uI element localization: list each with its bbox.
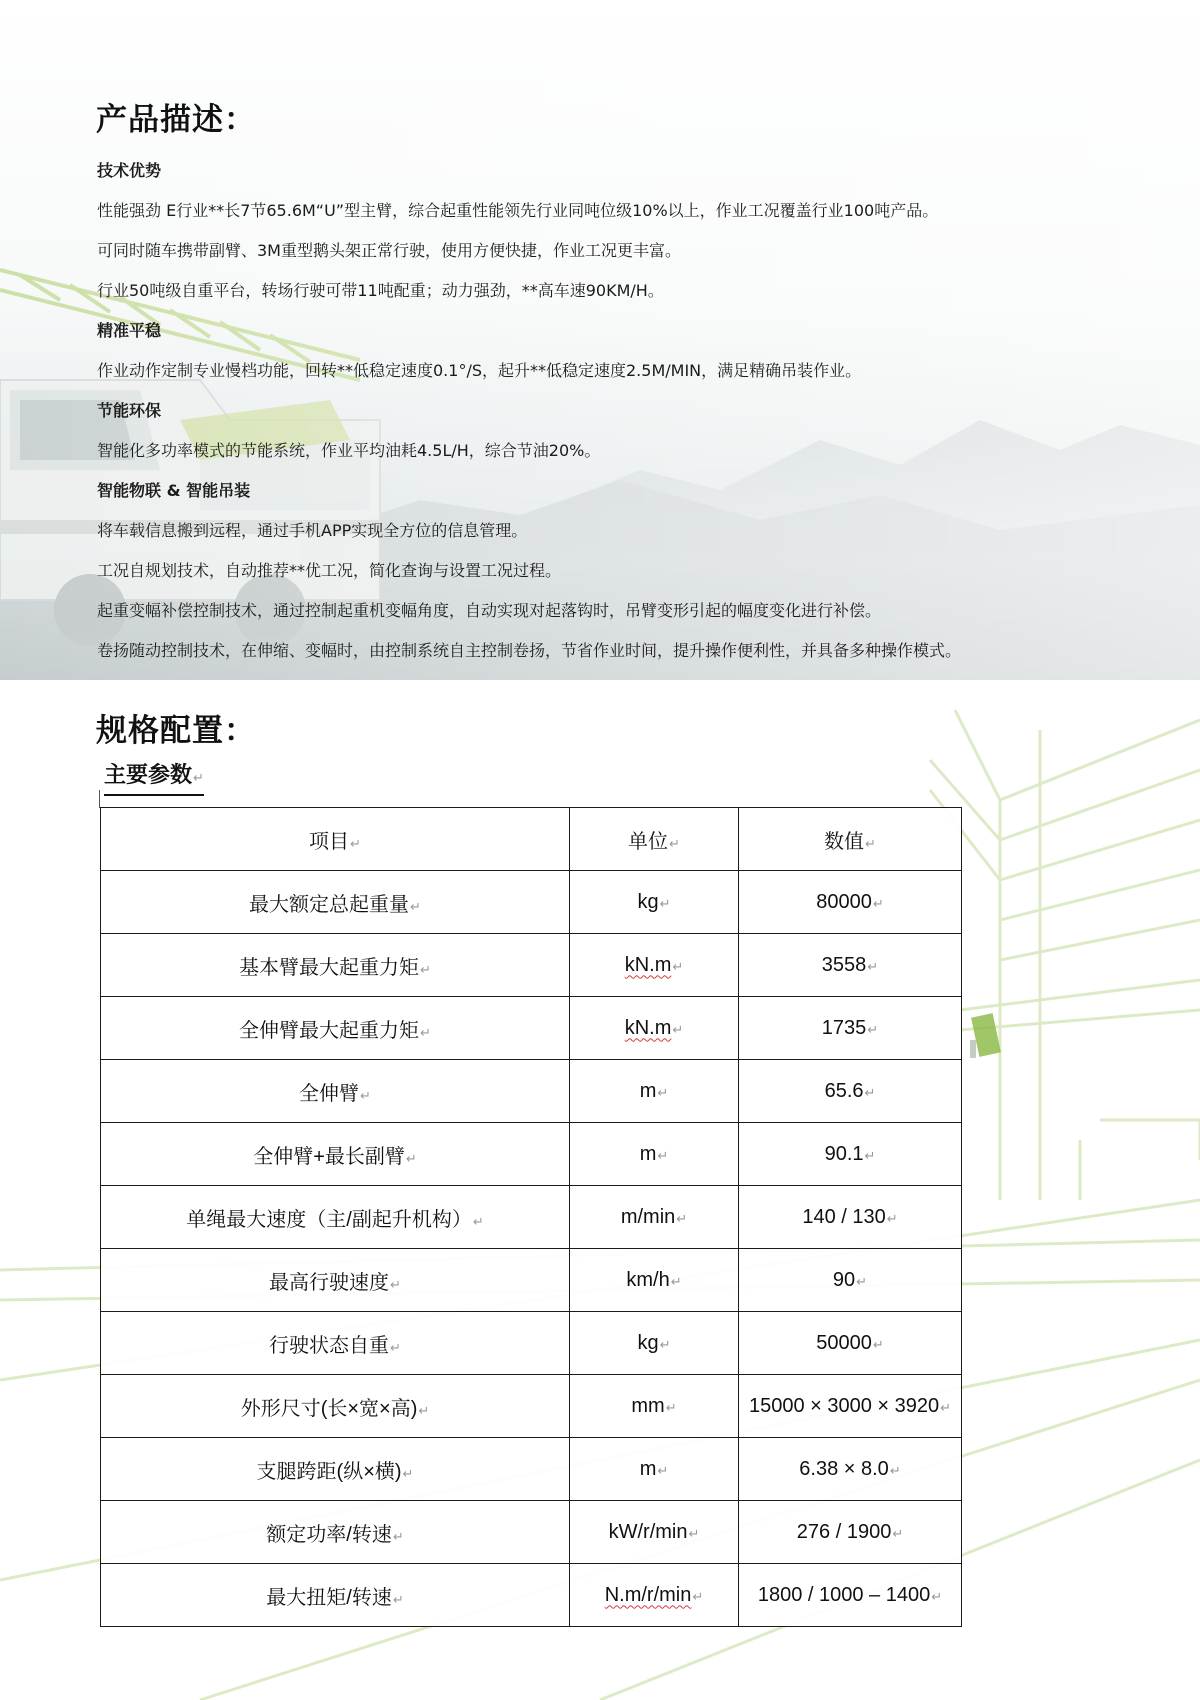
cell-value [739, 871, 962, 934]
description-heading: 技术优势 [97, 161, 162, 180]
cell-item-text: 单绳最大速度（主/副起升机构） [186, 1208, 472, 1231]
cell-item-text: 最高行驶速度 [269, 1271, 390, 1294]
paragraph-mark: ↵ [688, 1525, 700, 1541]
description-line: 卷扬随动控制技术，在伸缩、变幅时，由控制系统自主控制卷扬，节省作业时间，提升操作便利性，并具备多种操作模式。 [97, 641, 962, 660]
cell-value [739, 1438, 962, 1501]
table-row [101, 871, 962, 934]
paragraph-mark: ↵ [676, 1210, 688, 1226]
paragraph-mark: ↵ [872, 1336, 884, 1352]
cell-unit-text: m [639, 1457, 657, 1480]
paragraph-mark: ↵ [657, 1084, 669, 1100]
cell-item-text: 最大额定总起重量 [249, 893, 410, 916]
table-row [101, 1060, 962, 1123]
paragraph-mark: ↵ [659, 1336, 671, 1352]
paragraph-mark: ↵ [657, 1462, 669, 1478]
cell-unit-text: km/h [626, 1268, 670, 1291]
cell-value-text: 276 / 1900 [796, 1520, 892, 1543]
cell-item [101, 997, 570, 1060]
paragraph-mark: ↵ [886, 1210, 898, 1226]
cell-item [101, 1186, 570, 1249]
cell-item [101, 871, 570, 934]
cell-item [101, 1060, 570, 1123]
spec-table-header-row [101, 808, 962, 871]
table-row [101, 997, 962, 1060]
cell-item [101, 1375, 570, 1438]
cell-value-text: 50000 [816, 1331, 872, 1354]
cell-unit [570, 871, 739, 934]
paragraph-mark: ↵ [670, 1273, 682, 1289]
description-line: 可同时随车携带副臂、3M重型鹅头架正常行驶，使用方便快捷，作业工况更丰富。 [97, 241, 681, 260]
paragraph-mark: ↵ [193, 771, 204, 786]
description-line: 起重变幅补偿控制技术，通过控制起重机变幅角度，自动实现对起落钩时，吊臂变形引起的幅度变化进行补偿。 [97, 601, 882, 620]
specs-subtitle-text: 主要参数 [104, 763, 193, 788]
cell-unit-text: m [639, 1079, 657, 1102]
description-body [97, 151, 1157, 671]
description-line: 性能强劲 E行业**长7节65.6M“U”型主臂，综合起重性能领先行业同吨位级10%以上，作业工况覆盖行业100吨产品。 [97, 201, 939, 220]
paragraph-mark: ↵ [867, 958, 879, 974]
cell-value [739, 1186, 962, 1249]
cell-item-text: 全伸臂最大起重力矩 [239, 1019, 420, 1042]
cell-value-text: 1800 / 1000 – 1400 [757, 1583, 931, 1606]
cell-unit-text: m [639, 1142, 657, 1165]
cell-unit [570, 1186, 739, 1249]
paragraph-mark: ↵ [472, 1213, 484, 1229]
cell-item-text: 行驶状态自重 [269, 1334, 390, 1357]
description-line: 将车载信息搬到远程，通过手机APP实现全方位的信息管理。 [97, 521, 528, 540]
cell-unit-text: kN.m [624, 953, 672, 976]
cell-unit [570, 1123, 739, 1186]
paragraph-mark: ↵ [420, 961, 431, 977]
cell-item [101, 1438, 570, 1501]
spec-table-body [101, 871, 962, 1627]
paragraph-mark: ↵ [867, 1021, 879, 1037]
header-value-text: 数值 [824, 830, 865, 853]
paragraph-mark: ↵ [392, 1591, 404, 1607]
cell-unit [570, 1501, 739, 1564]
paragraph-mark: ↵ [889, 1462, 901, 1478]
cell-value-text: 1735 [821, 1016, 867, 1039]
cell-value [739, 1501, 962, 1564]
paragraph-mark: ↵ [657, 1147, 669, 1163]
cell-unit-text: mm [631, 1394, 665, 1417]
cell-value [739, 1249, 962, 1312]
cell-value [739, 934, 962, 997]
cell-value-text: 3558 [821, 953, 867, 976]
cell-unit [570, 1564, 739, 1627]
paragraph-mark: ↵ [892, 1525, 904, 1541]
paragraph-mark: ↵ [405, 1150, 417, 1166]
cell-value-text: 65.6 [824, 1079, 864, 1102]
cell-item [101, 1501, 570, 1564]
cell-value-text: 90.1 [824, 1142, 864, 1165]
cell-unit-text: N.m/r/min [604, 1583, 692, 1606]
cell-value-text: 6.38 × 8.0 [799, 1457, 889, 1480]
cell-unit-text: kg [637, 890, 659, 913]
cell-value [739, 1564, 962, 1627]
paragraph-mark: ↵ [672, 958, 684, 974]
header-item [101, 808, 570, 871]
paragraph-mark: ↵ [410, 898, 421, 914]
paragraph-mark: ↵ [864, 1147, 876, 1163]
cell-item-text: 外形尺寸(长×宽×高) [240, 1397, 418, 1420]
cell-unit [570, 1375, 739, 1438]
cell-item-text: 全伸臂 [299, 1082, 360, 1105]
cell-unit-text: kg [637, 1331, 659, 1354]
paragraph-mark: ↵ [659, 895, 671, 911]
paragraph-mark: ↵ [392, 1528, 404, 1544]
paragraph-mark: ↵ [665, 1399, 677, 1415]
paragraph-mark: ↵ [669, 835, 680, 851]
description-line: 行业50吨级自重平台，转场行驶可带11吨配重；动力强劲，**高车速90KM/H。 [97, 281, 664, 300]
table-row [101, 1123, 962, 1186]
cell-item [101, 1249, 570, 1312]
paragraph-mark: ↵ [692, 1588, 704, 1604]
cell-value-text: 140 / 130 [802, 1205, 886, 1228]
cell-item-text: 全伸臂+最长副臂 [253, 1145, 405, 1168]
header-unit-text: 单位 [628, 830, 669, 853]
description-line: 工况自规划技术，自动推荐**优工况，简化查询与设置工况过程。 [97, 561, 562, 580]
cell-value [739, 1375, 962, 1438]
table-row [101, 934, 962, 997]
paragraph-mark: ↵ [872, 895, 884, 911]
cell-item-text: 支腿跨距(纵×横) [256, 1460, 402, 1483]
cell-unit-text: m/min [620, 1205, 676, 1228]
table-row [101, 1501, 962, 1564]
cell-value-text: 15000 × 3000 × 3920 [748, 1394, 940, 1417]
paragraph-mark: ↵ [390, 1276, 401, 1292]
cell-unit [570, 934, 739, 997]
specs-subtitle [104, 762, 204, 796]
spec-table [100, 807, 962, 1627]
cell-item [101, 1312, 570, 1375]
cell-unit-text: kW/r/min [608, 1520, 688, 1543]
paragraph-mark: ↵ [360, 1087, 371, 1103]
cell-value-text: 80000 [816, 890, 872, 913]
cell-unit [570, 1060, 739, 1123]
paragraph-mark: ↵ [672, 1021, 684, 1037]
description-line: 作业动作定制专业慢档功能，回转**低稳定速度0.1°/S，起升**低稳定速度2.5M/MIN，满足精确吊装作业。 [97, 361, 862, 380]
table-row [101, 1438, 962, 1501]
description-heading: 精准平稳 [97, 321, 162, 340]
header-unit [570, 808, 739, 871]
cell-unit [570, 1312, 739, 1375]
specs-title: 规格配置： [96, 713, 256, 749]
paragraph-mark: ↵ [931, 1588, 943, 1604]
description-line: 智能化多功率模式的节能系统，作业平均油耗4.5L/H，综合节油20%。 [97, 441, 601, 460]
table-row [101, 1564, 962, 1627]
cell-item-text: 额定功率/转速 [266, 1523, 392, 1546]
paragraph-mark: ↵ [856, 1273, 868, 1289]
paragraph-mark: ↵ [420, 1024, 431, 1040]
description-heading: 节能环保 [97, 401, 162, 420]
header-item-text: 项目 [309, 830, 350, 853]
cell-item [101, 934, 570, 997]
description-title: 产品描述： [96, 102, 256, 138]
cell-item [101, 1564, 570, 1627]
cell-value [739, 1060, 962, 1123]
cell-value [739, 1312, 962, 1375]
description-heading: 智能物联 & 智能吊装 [97, 481, 251, 500]
paragraph-mark: ↵ [418, 1402, 430, 1418]
cell-value-text: 90 [832, 1268, 856, 1291]
cell-unit [570, 1438, 739, 1501]
cell-item [101, 1123, 570, 1186]
table-row [101, 1312, 962, 1375]
cell-value [739, 997, 962, 1060]
text-cursor [99, 790, 100, 808]
table-row [101, 1249, 962, 1312]
table-row [101, 1375, 962, 1438]
paragraph-mark: ↵ [402, 1465, 414, 1481]
cell-item-text: 最大扭矩/转速 [266, 1586, 392, 1609]
paragraph-mark: ↵ [390, 1339, 401, 1355]
paragraph-mark: ↵ [940, 1399, 952, 1415]
cell-unit [570, 1249, 739, 1312]
cell-unit-text: kN.m [624, 1016, 672, 1039]
paragraph-mark: ↵ [350, 835, 361, 851]
header-value [739, 808, 962, 871]
cell-unit [570, 997, 739, 1060]
paragraph-mark: ↵ [865, 835, 876, 851]
table-row [101, 1186, 962, 1249]
cell-value [739, 1123, 962, 1186]
paragraph-mark: ↵ [864, 1084, 876, 1100]
cell-item-text: 基本臂最大起重力矩 [239, 956, 420, 979]
